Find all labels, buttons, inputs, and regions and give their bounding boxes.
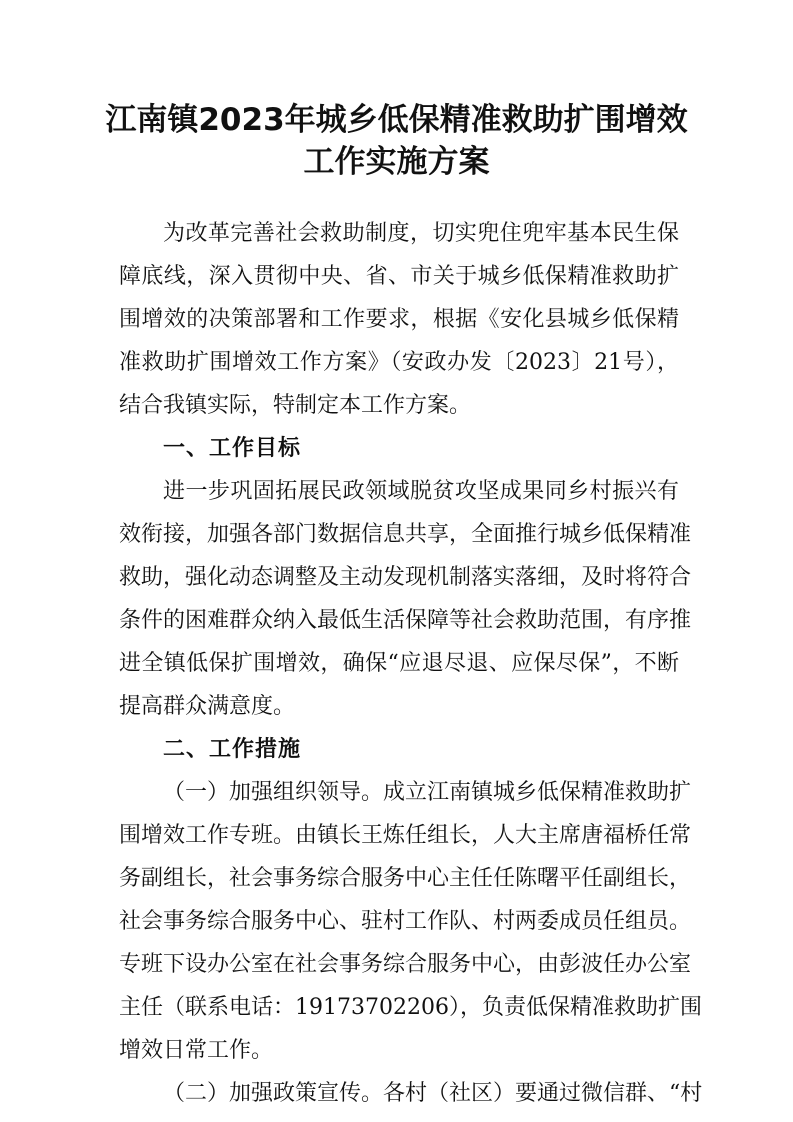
section2-line: 专班下设办公室在社会事务综合服务中心，由彭波任办公室 bbox=[119, 952, 692, 977]
section2-line: （一）加强组织领导。成立江南镇城乡低保精准救助扩 bbox=[163, 780, 692, 805]
document-title-line-1: 江南镇2023年城乡低保精准救助扩围增效 bbox=[105, 102, 688, 138]
intro-line: 围增效的决策部署和工作要求，根据《安化县城乡低保精 bbox=[119, 307, 679, 332]
section1-line: 提高群众满意度。 bbox=[119, 694, 296, 719]
section1-line: 效衔接，加强各部门数据信息共享，全面推行城乡低保精准 bbox=[119, 522, 692, 547]
section2-line: 务副组长，社会事务综合服务中心主任任陈曙平任副组长， bbox=[119, 866, 692, 891]
intro-line: 准救助扩围增效工作方案》（安政办发〔2023〕21号）， bbox=[119, 350, 679, 375]
section1-line: 进一步巩固拓展民政领域脱贫攻坚成果同乡村振兴有 bbox=[163, 479, 679, 504]
intro-line: 结合我镇实际，特制定本工作方案。 bbox=[119, 393, 472, 418]
document-title-line-2: 工作实施方案 bbox=[303, 144, 490, 180]
section2-line: 社会事务综合服务中心、驻村工作队、村两委成员任组员。 bbox=[119, 909, 692, 934]
section-heading-measures: 二、工作措施 bbox=[163, 737, 302, 762]
intro-line: 为改革完善社会救助制度，切实兜住兜牢基本民生保 bbox=[163, 221, 679, 246]
section1-line: 救助，强化动态调整及主动发现机制落实落细，及时将符合 bbox=[119, 565, 692, 590]
section2-item2-line: （二）加强政策宣传。各村（社区）要通过微信群、“村 bbox=[163, 1081, 703, 1106]
section-heading-goals: 一、工作目标 bbox=[163, 436, 302, 461]
section1-line: 条件的困难群众纳入最低生活保障等社会救助范围，有序推 bbox=[119, 608, 692, 633]
intro-line: 障底线，深入贯彻中央、省、市关于城乡低保精准救助扩 bbox=[119, 264, 679, 289]
section2-line: 主任（联系电话：19173702206），负责低保精准救助扩围 bbox=[119, 995, 702, 1020]
section2-line: 增效日常工作。 bbox=[119, 1038, 274, 1063]
section2-line: 围增效工作专班。由镇长王炼任组长，人大主席唐福桥任常 bbox=[119, 823, 692, 848]
section1-line: 进全镇低保扩围增效，确保“应退尽退、应保尽保”，不断 bbox=[119, 651, 679, 676]
